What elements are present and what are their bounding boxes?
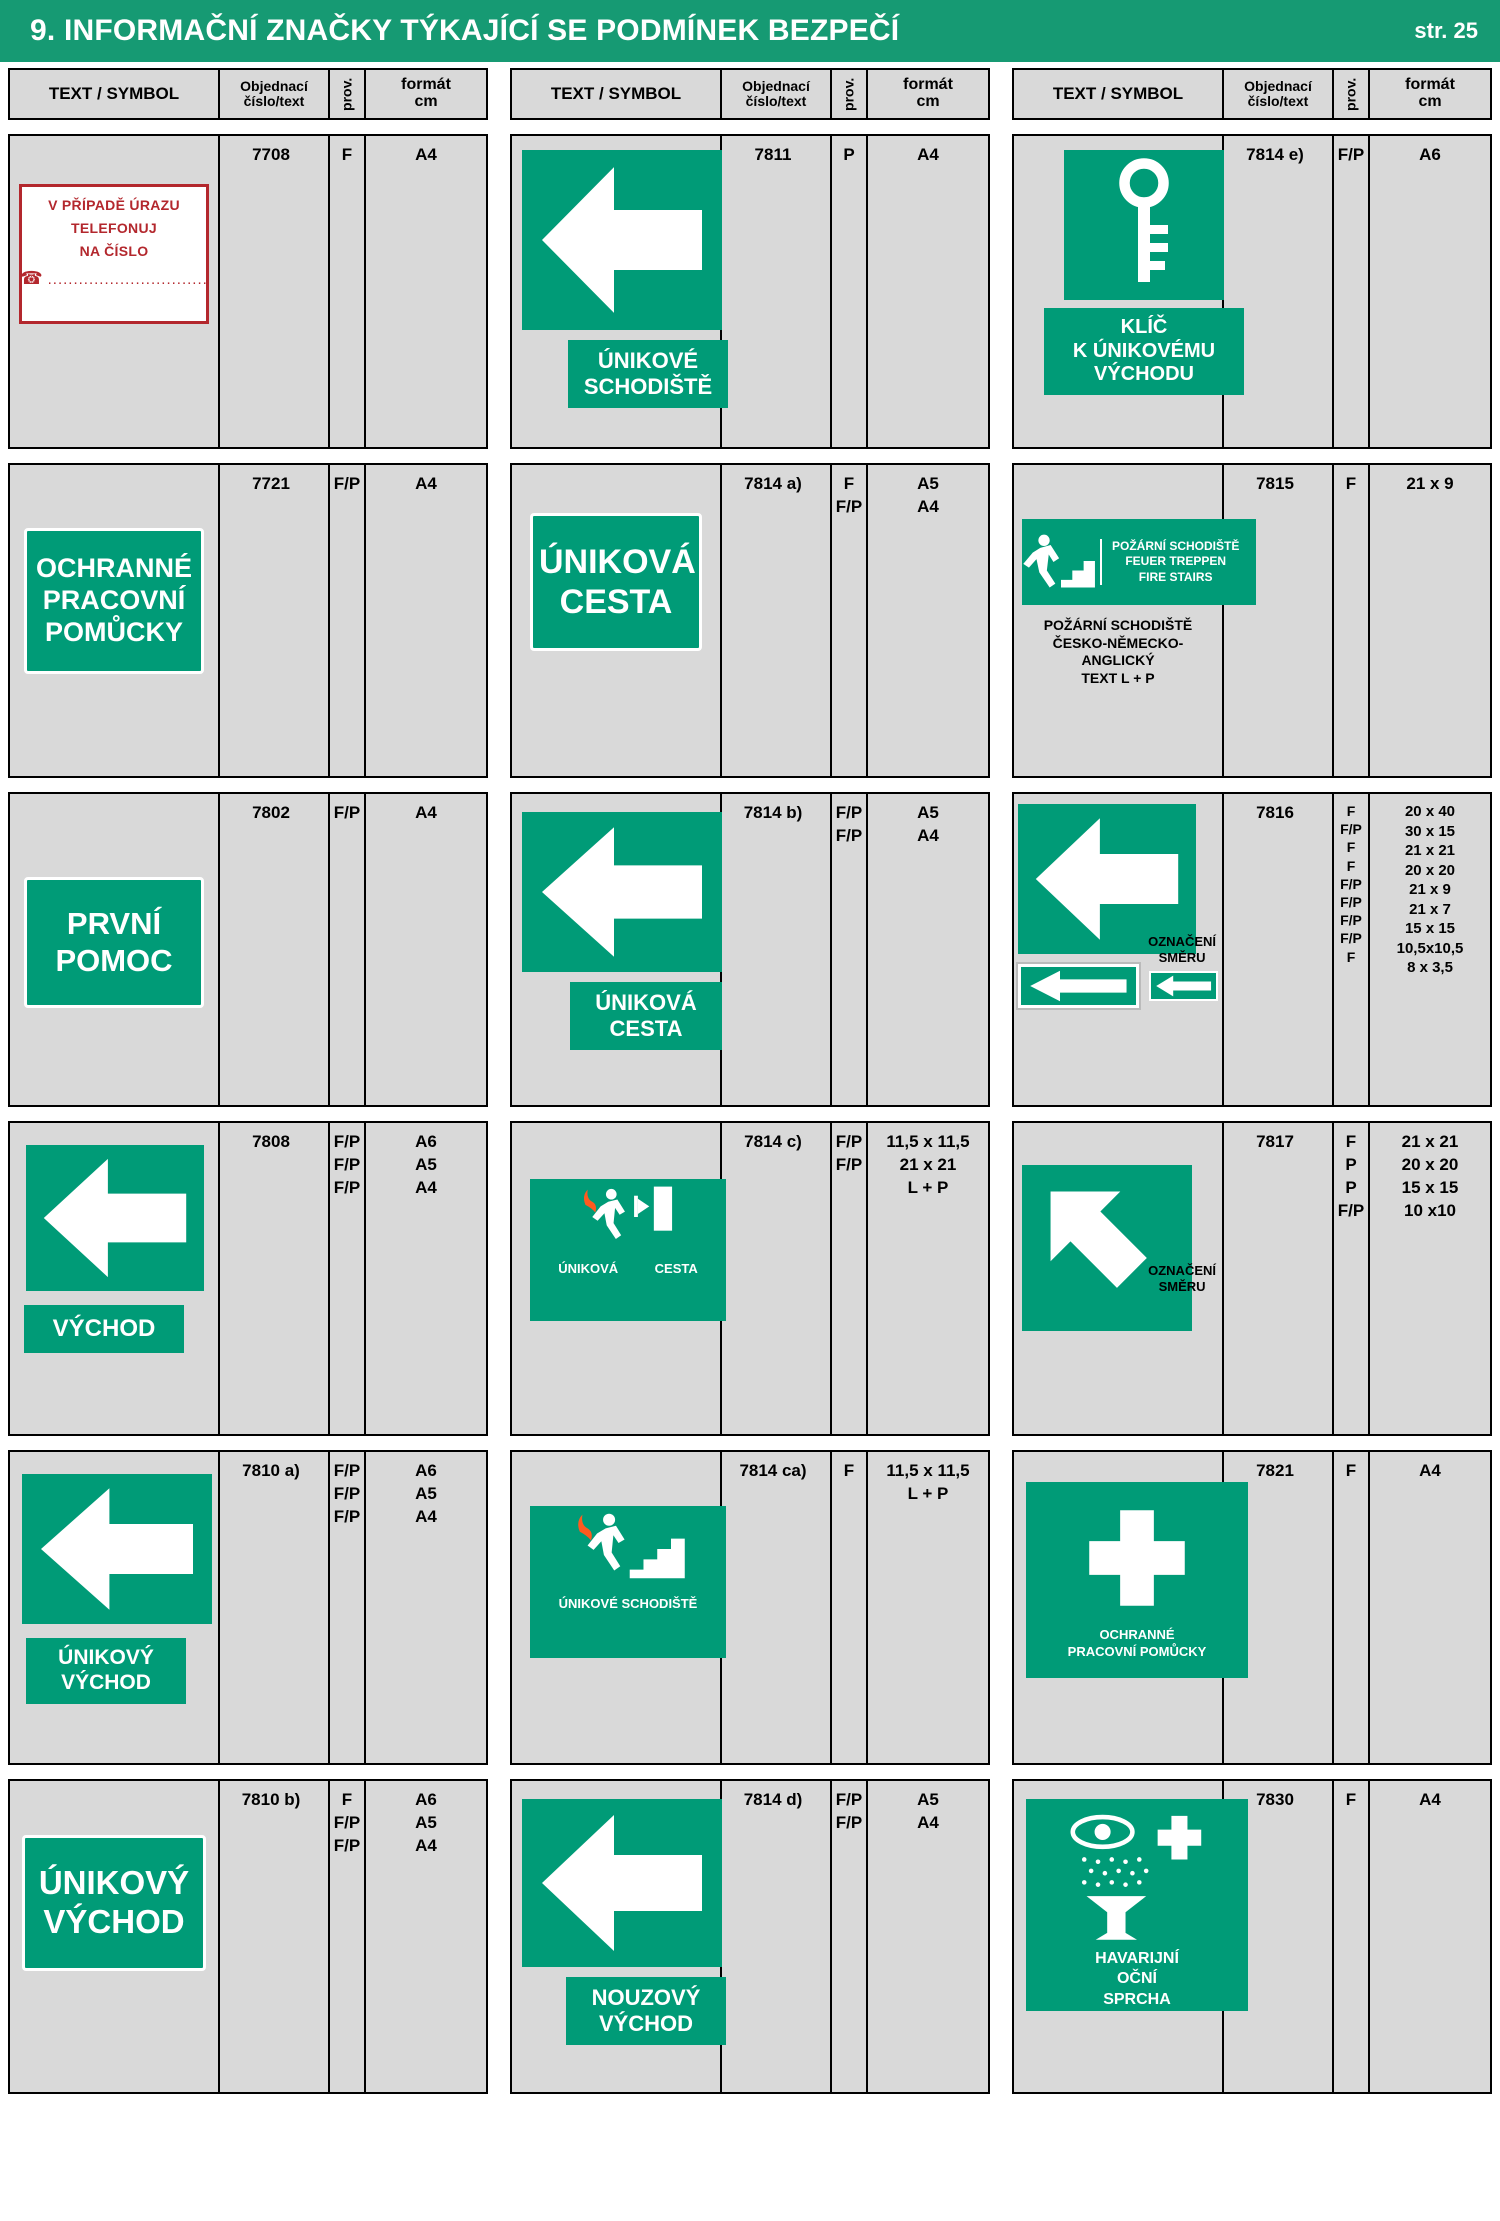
prov-7830: F	[1334, 1781, 1370, 2092]
sign-line-3: POMŮCKY	[44, 616, 183, 647]
prov-7811: P	[832, 136, 868, 447]
label-line-2: VÝCHOD	[598, 2010, 694, 2036]
format-7815: 21 x 9	[1406, 474, 1454, 493]
order-no-7817: 7817	[1224, 1123, 1334, 1434]
format-7802: A4	[415, 803, 437, 822]
injury-dotted-line: ...............................	[47, 271, 208, 288]
sign-line-2: PRACOVNÍ	[42, 584, 186, 615]
column-3	[1012, 68, 1492, 2094]
label-line-2: VÝCHOD	[61, 1670, 151, 1694]
arrow-sign-small-2	[1149, 971, 1218, 1001]
sign-visual-7816	[1014, 794, 1224, 1105]
arrow-sign-7808	[26, 1145, 204, 1291]
format-7808: A6 A5 A4	[415, 1132, 437, 1197]
arrow-left-icon	[1018, 804, 1196, 954]
arrow-label-7808	[24, 1305, 184, 1353]
direction-label-7816: OZNAČENÍ SMĚRU	[1148, 933, 1216, 965]
order-no-7814a: 7814 a)	[722, 465, 832, 776]
prov-7814a: F F/P	[832, 465, 868, 776]
plus-cross-icon	[1062, 1499, 1212, 1617]
sign-row-7802	[8, 792, 488, 1107]
sign-visual-7814c	[512, 1123, 722, 1434]
eye-shower-sign	[1026, 1799, 1248, 2011]
direction-label-7817: OZNAČENÍ SMĚRU	[1148, 1262, 1216, 1294]
arrow-up-left-icon	[1022, 1165, 1192, 1331]
label-line-1: ÚNIKOVÉ	[597, 348, 699, 373]
label-line-1: NOUZOVÝ	[591, 1985, 701, 2010]
sign-visual-7817	[1014, 1123, 1224, 1434]
running-man-stairs-icon	[1022, 529, 1100, 595]
sign-row-7830	[1012, 1779, 1492, 2094]
format-7814e: A6	[1419, 145, 1441, 164]
header-format	[366, 70, 486, 118]
arrow-left-icon	[1021, 967, 1136, 1005]
sign-row-7811	[510, 134, 990, 449]
sign-row-7808	[8, 1121, 488, 1436]
label-line-2: PRACOVNÍ POMŮCKY	[1067, 1644, 1207, 1659]
format-7821: A4	[1419, 1461, 1441, 1480]
format-7814c: 11,5 x 11,5 21 x 21 L + P	[886, 1132, 970, 1197]
header-text-symbol: TEXT / SYMBOL	[1014, 70, 1224, 118]
arrow-sign-7811	[522, 150, 722, 330]
header-text-symbol: TEXT / SYMBOL	[512, 70, 722, 118]
label-line-1: OCHRANNÉ	[1099, 1627, 1175, 1643]
order-no-7816: 7816	[1224, 794, 1334, 1105]
format-7817: 21 x 21 20 x 20 15 x 15 10 x10	[1401, 1132, 1459, 1220]
arrow-label-7810a	[26, 1638, 186, 1704]
sign-visual-7721	[10, 465, 220, 776]
header-format: formát cm	[1405, 76, 1455, 110]
page-number: str. 25	[1414, 18, 1478, 43]
arrow-sign-7814b	[522, 812, 722, 972]
format-7810b: A6 A5 A4	[415, 1790, 437, 1855]
prov-7708: F	[330, 136, 366, 447]
fire-stairs-sign	[1022, 519, 1256, 605]
key-icon	[1064, 150, 1224, 300]
sign-line-1: ÚNIKOVÝ	[38, 1864, 190, 1901]
sign-row-7814a	[510, 463, 990, 778]
key-label	[1044, 308, 1244, 395]
label-line-2: OČNÍ	[1116, 1970, 1157, 1988]
label-line-2: CESTA	[654, 1261, 698, 1276]
header-format: formát cm	[903, 76, 953, 110]
order-no-7814c: 7814 c)	[722, 1123, 832, 1434]
label-line-2: CESTA	[609, 1015, 683, 1041]
running-man-stairs-icon	[530, 1506, 726, 1592]
column-2-header	[510, 68, 990, 120]
sign-visual-7814b	[512, 794, 722, 1105]
column-3-header	[1012, 68, 1492, 120]
prov-7817: F P P F/P	[1334, 1123, 1370, 1434]
header-order-no-line2: číslo/text	[243, 93, 305, 109]
header-prov: prov.	[330, 70, 366, 118]
sign-row-7821	[1012, 1450, 1492, 1765]
prov-7810b: F F/P F/P	[330, 1781, 366, 2092]
page-header	[0, 0, 1500, 62]
label-line-2: SCHODIŠTĚ	[583, 373, 713, 399]
prov-7816: F F/P F F F/P F/P F/P F/P F	[1334, 794, 1370, 1105]
arrow-sign-7814d	[522, 1799, 722, 1967]
runner-stairs-sign	[530, 1506, 726, 1658]
page-title: 9. INFORMAČNÍ ZNAČKY TÝKAJÍCÍ SE PODMÍNEK BEZPEČÍ	[30, 14, 900, 47]
order-no-7802: 7802	[220, 794, 330, 1105]
injury-line-2: TELEFONUJ	[71, 220, 157, 236]
sign-row-7721	[8, 463, 488, 778]
label-line-1: KLÍČ	[1120, 316, 1168, 338]
header-order-no: Objednací číslo/text	[722, 70, 832, 118]
header-text-symbol: TEXT / SYMBOL	[10, 70, 220, 118]
sign-row-7815	[1012, 463, 1492, 778]
sign-line-2: POMOC	[55, 942, 173, 978]
arrow-sign-7816	[1018, 804, 1196, 954]
arrow-left-icon	[522, 812, 722, 972]
header-format-line1: formát	[401, 76, 451, 94]
label-line-3: VÝCHODU	[1093, 363, 1194, 386]
sign-visual-7810b	[10, 1781, 220, 2092]
sign-visual-7814e	[1014, 136, 1224, 447]
sign-line-2: CESTA	[559, 583, 673, 622]
telephone-icon: ☎	[20, 268, 43, 288]
sign-row-7814ca	[510, 1450, 990, 1765]
order-no-7708: 7708	[220, 136, 330, 447]
format-7814a: A5 A4	[917, 474, 939, 516]
prov-7721: F/P	[330, 465, 366, 776]
sign-row-7814b	[510, 792, 990, 1107]
format-7810a: A6 A5 A4	[415, 1461, 437, 1526]
arrow-label-7811	[568, 340, 728, 408]
prov-7810a: F/P F/P F/P	[330, 1452, 366, 1763]
prov-7808: F/P F/P F/P	[330, 1123, 366, 1434]
label-line-1: ÚNIKOVÁ	[595, 990, 697, 1015]
format-7814d: A5 A4	[917, 1790, 939, 1832]
sign-visual-7815	[1014, 465, 1240, 776]
text-sign-7802	[24, 877, 204, 1008]
order-no-7814e: 7814 e)	[1224, 136, 1334, 447]
prov-7815: F	[1334, 465, 1370, 776]
label-line-2: K ÚNIKOVÉMU	[1072, 339, 1216, 362]
sign-visual-7808	[10, 1123, 220, 1434]
order-no-7830: 7830	[1224, 1781, 1334, 2092]
order-no-7810a: 7810 a)	[220, 1452, 330, 1763]
eye-shower-icon	[1037, 1809, 1237, 1947]
sign-line-1: OCHRANNÉ	[35, 553, 192, 583]
injury-line-1: V PŘÍPADĚ ÚRAZU	[48, 197, 180, 213]
cross-sign-7821	[1026, 1482, 1248, 1678]
caption-line-3: ANGLICKÝ	[1081, 652, 1155, 668]
header-prov: prov.	[1334, 70, 1370, 118]
caption-line-1: POŽÁRNÍ SCHODIŠTĚ	[1043, 617, 1193, 633]
diagonal-arrow-sign	[1022, 1165, 1192, 1331]
prov-7814d: F/P F/P	[832, 1781, 868, 2092]
sign-row-7708	[8, 134, 488, 449]
order-no-7814b: 7814 b)	[722, 794, 832, 1105]
arrow-left-icon	[1151, 973, 1216, 999]
sign-visual-7830	[1014, 1781, 1224, 2092]
sign-visual-7708	[10, 136, 220, 447]
prov-7802: F/P	[330, 794, 366, 1105]
fire-stairs-line-1: POŽÁRNÍ SCHODIŠTĚ	[1112, 538, 1240, 553]
label-line-1: ÚNIKOVÁ	[558, 1261, 619, 1276]
injury-phone-sign	[19, 184, 209, 324]
sign-row-7816	[1012, 792, 1492, 1107]
text-sign-7810b	[22, 1835, 206, 1971]
sign-line-2: VÝCHOD	[43, 1902, 185, 1940]
key-sign	[1064, 150, 1224, 300]
arrow-left-icon	[522, 150, 722, 330]
arrow-label-7814d	[566, 1977, 726, 2045]
format-7830: A4	[1419, 1790, 1441, 1809]
format-7708: A4	[415, 145, 437, 164]
prov-7821: F	[1334, 1452, 1370, 1763]
format-7816: 20 x 40 30 x 15 21 x 21 20 x 20 21 x 9 21 x 7 15 x 15 10,5x10,5 8 x 3,5	[1396, 803, 1464, 976]
column-2	[510, 68, 990, 2094]
caption-line-4: TEXT L + P	[1081, 669, 1155, 686]
text-sign-7814a	[530, 513, 702, 651]
order-no-7808: 7808	[220, 1123, 330, 1434]
order-no-7815: 7815	[1224, 465, 1334, 776]
prov-7814b: F/P F/P	[832, 794, 868, 1105]
order-no-7814ca: 7814 ca)	[722, 1452, 832, 1763]
label-line-1: ÚNIKOVÉ SCHODIŠTĚ	[558, 1596, 698, 1611]
order-no-7821: 7821	[1224, 1452, 1334, 1763]
label-line-3: SPRCHA	[1103, 1991, 1171, 2009]
arrow-left-icon	[522, 1799, 722, 1967]
sign-row-7814e	[1012, 134, 1492, 449]
order-no-7811: 7811	[722, 136, 832, 447]
sign-visual-7810a	[10, 1452, 220, 1763]
sign-visual-7802	[10, 794, 220, 1105]
order-no-7721: 7721	[220, 465, 330, 776]
sign-row-7810a	[8, 1450, 488, 1765]
runner-door-sign	[530, 1179, 726, 1321]
label-line-1: ÚNIKOVÝ	[58, 1646, 154, 1669]
fire-stairs-line-2: FEUER TREPPEN	[1125, 554, 1227, 569]
format-7814b: A5 A4	[917, 803, 939, 845]
text-sign-7721	[24, 528, 204, 674]
format-7811: A4	[917, 145, 939, 164]
sign-visual-7811	[512, 136, 722, 447]
format-7721: A4	[415, 474, 437, 493]
order-no-7810b: 7810 b)	[220, 1781, 330, 2092]
column-1-header	[8, 68, 488, 120]
sign-row-7814d	[510, 1779, 990, 2094]
prov-7814c: F/P F/P	[832, 1123, 868, 1434]
sign-row-7814c	[510, 1121, 990, 1436]
header-order-no	[220, 70, 330, 118]
sign-visual-7814d	[512, 1781, 722, 2092]
prov-7814e: F/P	[1334, 136, 1370, 447]
caption-line-2: ČESKO-NĚMECKO-	[1052, 634, 1184, 651]
sign-visual-7814ca	[512, 1452, 722, 1763]
header-order-no: Objednací číslo/text	[1224, 70, 1334, 118]
label-line-1: HAVARIJNÍ	[1095, 1949, 1179, 1967]
fire-stairs-caption	[1022, 617, 1214, 687]
running-man-door-icon	[530, 1179, 726, 1255]
sign-row-7810b	[8, 1779, 488, 2094]
sign-visual-7821	[1014, 1452, 1224, 1763]
prov-7814ca: F	[832, 1452, 868, 1763]
header-order-no-line1: Objednací	[240, 78, 308, 95]
header-format-line2: cm	[414, 93, 438, 110]
arrow-sign-small-1	[1018, 964, 1139, 1008]
sign-row-7817	[1012, 1121, 1492, 1436]
order-no-7814d: 7814 d)	[722, 1781, 832, 2092]
column-1	[8, 68, 488, 2094]
sign-grid	[0, 62, 1500, 2102]
arrow-sign-7810a	[22, 1474, 212, 1624]
arrow-label-7814b	[570, 982, 722, 1050]
label-line-1: VÝCHOD	[52, 1315, 156, 1342]
injury-line-3: NA ČÍSLO	[79, 243, 149, 259]
sign-line-1: ÚNIKOVÁ	[539, 543, 696, 581]
header-prov: prov.	[832, 70, 868, 118]
fire-stairs-line-3: FIRE STAIRS	[1138, 569, 1213, 584]
sign-line-1: PRVNÍ	[66, 906, 162, 941]
arrow-left-icon	[26, 1145, 204, 1291]
format-7814ca: 11,5 x 11,5 L + P	[886, 1461, 970, 1503]
sign-visual-7814a	[512, 465, 722, 776]
arrow-left-icon	[22, 1474, 212, 1624]
